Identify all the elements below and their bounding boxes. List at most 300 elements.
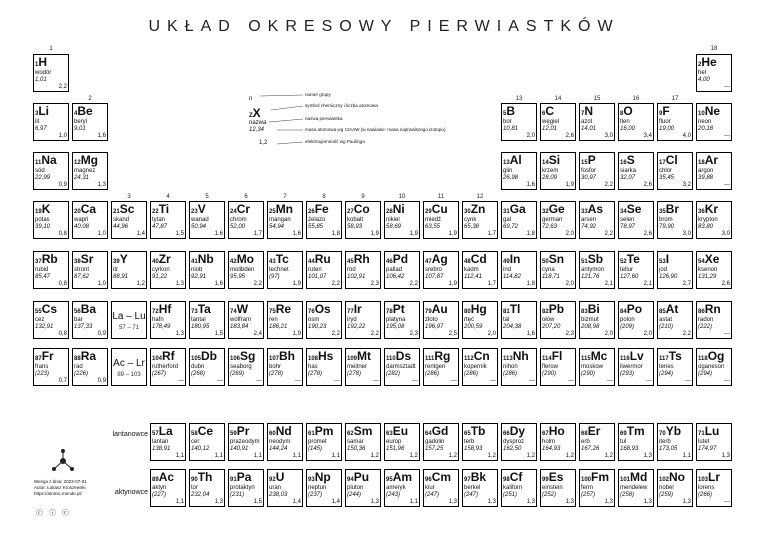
element-name: tenes xyxy=(659,364,674,370)
element-symbol: Pu xyxy=(353,470,370,484)
element-name: darmsztadt xyxy=(386,364,416,370)
atomic-number: 22 xyxy=(152,209,159,215)
element-symbol: Kr xyxy=(704,202,719,216)
element-cell-bh xyxy=(267,348,303,386)
electronegativity: 2,0 xyxy=(565,231,574,237)
electronegativity: 3,2 xyxy=(682,182,691,188)
element-name: selen xyxy=(620,217,635,223)
atomic-number: 114 xyxy=(542,356,552,362)
atomic-mass: 9,01 xyxy=(74,126,86,132)
element-name: nihon xyxy=(503,364,518,370)
element-symbol-line xyxy=(230,303,248,318)
atomic-number: 53 xyxy=(659,259,666,265)
element-name: brom xyxy=(659,217,673,223)
element-cell-ag xyxy=(423,251,459,289)
electronegativity: 2,6 xyxy=(565,133,574,139)
element-symbol-line xyxy=(425,425,448,440)
atomic-mass: 6,97 xyxy=(35,126,47,132)
element-symbol: No xyxy=(669,470,686,484)
electronegativity: 2,0 xyxy=(604,331,613,337)
element-cell-ga xyxy=(501,201,537,239)
group-number: 14 xyxy=(554,96,562,102)
element-symbol-line xyxy=(347,253,370,268)
element-name: ameryk xyxy=(386,485,406,491)
atomic-mass: (257) xyxy=(581,492,596,498)
element-name: liwermor xyxy=(620,364,643,370)
element-symbol-line xyxy=(308,203,329,218)
element-symbol: Dy xyxy=(509,424,526,438)
element-symbol-line xyxy=(659,471,685,486)
legend-name: nazwa xyxy=(249,120,267,126)
atomic-number: 13 xyxy=(503,160,510,166)
electronegativity: 1,5 xyxy=(214,331,223,337)
element-name: dysproz xyxy=(503,439,525,445)
atomic-mass: 164,93 xyxy=(542,446,561,452)
atomic-number: 56 xyxy=(74,309,81,315)
element-symbol: W xyxy=(236,302,249,316)
element-name: rod xyxy=(347,267,356,273)
element-symbol-line xyxy=(542,253,564,268)
electronegativity: 2,5 xyxy=(448,331,457,337)
element-symbol-line xyxy=(425,471,451,486)
molecule-logo xyxy=(50,448,76,474)
element-symbol: Po xyxy=(626,302,643,316)
element-symbol-line xyxy=(35,56,47,71)
element-name: krzem xyxy=(542,168,559,174)
element-symbol-line xyxy=(659,105,670,120)
element-symbol-line xyxy=(425,253,448,268)
element-symbol-line xyxy=(581,471,609,486)
electronegativity: 1,1 xyxy=(682,453,691,459)
atomic-mass: 132,91 xyxy=(35,324,54,330)
element-symbol-line xyxy=(152,253,171,268)
group-number: 17 xyxy=(671,96,679,102)
electronegativity: 1,1 xyxy=(253,453,262,459)
electronegativity: 1,2 xyxy=(487,453,496,459)
atomic-mass: (226) xyxy=(74,371,89,377)
electronegativity: 3,4 xyxy=(643,133,652,139)
electronegativity: 1,4 xyxy=(331,499,340,505)
electronegativity: 1,9 xyxy=(409,231,418,237)
element-name: astat xyxy=(659,317,673,323)
element-cell-ca xyxy=(72,201,108,239)
element-symbol: Pb xyxy=(548,302,565,316)
element-name: fosfor xyxy=(581,168,597,174)
element-symbol: Br xyxy=(665,202,680,216)
element-name: ind xyxy=(503,267,512,273)
element-symbol-line xyxy=(581,425,600,440)
element-symbol: U xyxy=(275,470,285,484)
element-symbol-line xyxy=(581,303,600,318)
element-cell-cu xyxy=(423,201,459,239)
element-cell-np xyxy=(306,469,342,507)
atomic-mass: 208,98 xyxy=(581,324,600,330)
atomic-mass: 174,97 xyxy=(698,446,717,452)
atomic-number: 100 xyxy=(581,477,592,483)
atomic-number: 110 xyxy=(386,356,396,362)
element-symbol: Tm xyxy=(626,424,645,438)
element-symbol-line xyxy=(503,350,529,365)
element-name: antymon xyxy=(581,267,605,273)
element-name: cer xyxy=(191,439,200,445)
electronegativity: --- xyxy=(685,378,691,384)
legend-arrow xyxy=(277,142,303,144)
element-name: tantal xyxy=(191,317,206,323)
element-name: ksenon xyxy=(698,267,718,273)
electronegativity: 1,1 xyxy=(214,453,223,459)
atomic-number: 38 xyxy=(74,259,81,265)
element-name: moskow xyxy=(581,364,604,370)
legend-note: elektroujemność wg Paulinga xyxy=(305,139,365,144)
element-symbol-line xyxy=(269,425,292,440)
atomic-mass: (286) xyxy=(503,371,518,377)
atomic-number: 94 xyxy=(347,477,354,483)
atomic-mass: 79,90 xyxy=(659,224,675,230)
group-number: 11 xyxy=(437,194,445,200)
atomic-number: 92 xyxy=(269,477,276,483)
element-symbol-line xyxy=(659,253,669,268)
element-symbol-line xyxy=(230,203,250,218)
electronegativity: 2,4 xyxy=(253,331,262,337)
element-cell-tm xyxy=(618,423,654,461)
element-symbol: Mg xyxy=(80,153,99,167)
page-title: UKŁAD OKRESOWY PIERWIASTKÓW xyxy=(148,18,620,35)
element-symbol: Ho xyxy=(548,424,565,438)
element-name: cyna xyxy=(542,267,555,273)
element-symbol: Xe xyxy=(704,252,720,266)
atomic-mass: 186,21 xyxy=(269,324,288,330)
atomic-mass: (227) xyxy=(152,492,167,498)
element-symbol: B xyxy=(506,104,516,118)
element-symbol-line xyxy=(74,253,93,268)
element-name: beryl xyxy=(74,119,88,125)
element-name: tor xyxy=(191,485,199,491)
atomic-number: 46 xyxy=(386,259,393,265)
electronegativity: 2,2 xyxy=(331,281,340,287)
atomic-number: 98 xyxy=(503,477,510,483)
atomic-mass: (267) xyxy=(152,371,167,377)
electronegativity: 1,5 xyxy=(175,231,184,237)
element-cell-es xyxy=(540,469,576,507)
atomic-number: 57 xyxy=(152,431,159,437)
atomic-mass: (247) xyxy=(425,492,440,498)
element-symbol-line xyxy=(620,350,644,365)
atomic-mass: 112,41 xyxy=(464,274,482,280)
element-name: bohr xyxy=(269,364,282,370)
element-cell-mn xyxy=(267,201,303,239)
atomic-mass: 35,45 xyxy=(659,175,675,181)
element-cell-rn xyxy=(696,301,732,339)
element-symbol: Ti xyxy=(158,202,170,216)
element-symbol: Cl xyxy=(665,153,678,167)
element-name: kadm xyxy=(464,267,479,273)
element-name: cynk xyxy=(464,217,477,223)
element-symbol: P xyxy=(587,153,596,167)
element-symbol: Lv xyxy=(629,349,644,363)
atomic-number: 3 xyxy=(35,111,39,117)
element-cell-tc xyxy=(267,251,303,289)
element-cell-ba xyxy=(72,301,108,339)
element-symbol: Ar xyxy=(704,153,719,167)
atomic-number: 95 xyxy=(386,477,393,483)
element-symbol-line xyxy=(425,303,448,318)
atomic-number: 28 xyxy=(386,209,393,215)
electronegativity: 1,7 xyxy=(253,231,262,237)
element-cell-rh xyxy=(345,251,381,289)
element-name: jod xyxy=(659,267,668,273)
element-symbol: Sn xyxy=(548,252,565,266)
atomic-mass: 127,60 xyxy=(620,274,639,280)
electronegativity: 1,9 xyxy=(448,231,457,237)
element-cell-po xyxy=(618,301,654,339)
element-name: uran xyxy=(269,485,282,491)
atomic-mass: 26,98 xyxy=(503,175,519,181)
element-name: mangan xyxy=(269,217,291,223)
element-cell-er xyxy=(579,423,615,461)
element-symbol: Li xyxy=(38,104,50,118)
electronegativity: 1,4 xyxy=(292,499,301,505)
element-cell-al xyxy=(501,152,537,190)
atomic-number: 115 xyxy=(581,356,591,362)
element-cell-ta xyxy=(189,301,225,339)
group-number: 7 xyxy=(283,194,287,200)
element-name: osm xyxy=(308,317,320,323)
element-symbol-line xyxy=(308,425,333,440)
element-symbol: I xyxy=(665,252,670,266)
atomic-number: 66 xyxy=(503,431,510,437)
atomic-mass: 167,26 xyxy=(581,446,600,452)
atomic-mass: (251) xyxy=(503,492,518,498)
element-cell-ce xyxy=(189,423,225,461)
electronegativity: 2,7 xyxy=(682,281,691,287)
element-cell-lu xyxy=(696,423,732,461)
group-number: 3 xyxy=(127,194,131,200)
electronegativity: --- xyxy=(607,378,613,384)
element-symbol: Bk xyxy=(470,470,487,484)
element-symbol: Ir xyxy=(353,302,362,316)
atomic-mass: (259) xyxy=(659,492,674,498)
element-symbol-line xyxy=(269,303,291,318)
atomic-number: 44 xyxy=(308,259,315,265)
atomic-mass: (252) xyxy=(542,492,557,498)
element-name: kaliforn xyxy=(503,485,523,491)
element-symbol: Db xyxy=(201,349,218,363)
element-symbol-line xyxy=(347,471,369,486)
element-cell-tl xyxy=(501,301,537,339)
element-name: kiur xyxy=(425,485,435,491)
element-symbol: Ga xyxy=(509,202,526,216)
element-name: magnez xyxy=(74,168,96,174)
electronegativity: 2,2 xyxy=(409,281,418,287)
atomic-mass: 12,01 xyxy=(542,126,558,132)
atomic-number: 89 xyxy=(152,477,159,483)
element-name: mendelew xyxy=(620,485,648,491)
atomic-number: 39 xyxy=(113,259,120,265)
atomic-mass: (286) xyxy=(464,371,479,377)
element-symbol-line xyxy=(542,303,564,318)
element-symbol-line xyxy=(620,105,633,120)
element-symbol: Fm xyxy=(591,470,610,484)
element-symbol-line xyxy=(308,303,331,318)
atomic-mass: 196,97 xyxy=(425,324,444,330)
element-symbol-line xyxy=(503,425,525,440)
element-cell-ne xyxy=(696,103,732,141)
element-cell-p xyxy=(579,152,615,190)
lanthanides-label: lantanowce xyxy=(112,431,148,438)
element-name: aktyn xyxy=(152,485,167,491)
element-symbol: Hs xyxy=(318,349,334,363)
element-symbol: Md xyxy=(630,470,648,484)
element-symbol: Se xyxy=(626,202,642,216)
electronegativity: 2,0 xyxy=(487,331,496,337)
element-cell-pb xyxy=(540,301,576,339)
atomic-number: 18 xyxy=(698,160,705,166)
electronegativity: 0,8 xyxy=(58,231,67,237)
element-cell-cl xyxy=(657,152,693,190)
element-name: platyna xyxy=(386,317,406,323)
element-symbol-line xyxy=(308,471,331,486)
atomic-mass: 4,00 xyxy=(698,77,710,83)
element-symbol: Pr xyxy=(236,424,250,438)
atomic-mass: (209) xyxy=(620,324,635,330)
atomic-number: 62 xyxy=(347,431,354,437)
element-symbol: Rb xyxy=(41,252,58,266)
atomic-number: 45 xyxy=(347,259,354,265)
element-symbol: Yb xyxy=(665,424,682,438)
element-symbol-line xyxy=(74,203,96,218)
element-cell-li xyxy=(33,103,69,141)
element-symbol: Ni xyxy=(392,202,405,216)
group-number: 2 xyxy=(88,96,92,102)
element-symbol-line xyxy=(698,303,721,318)
electronegativity: --- xyxy=(646,378,652,384)
atomic-mass: 28,09 xyxy=(542,175,558,181)
electronegativity: 1,3 xyxy=(682,499,691,505)
element-cell-bi xyxy=(579,301,615,339)
atomic-number: 59 xyxy=(230,431,237,437)
group-number: 12 xyxy=(476,194,484,200)
atomic-mass: 140,91 xyxy=(230,446,249,452)
element-name: polon xyxy=(620,317,635,323)
element-cell-th xyxy=(189,469,225,507)
atomic-number: 91 xyxy=(230,477,237,483)
element-name: iryd xyxy=(347,317,357,323)
electronegativity: --- xyxy=(373,378,379,384)
electronegativity: 1,2 xyxy=(448,453,457,459)
atomic-number: 23 xyxy=(191,209,198,215)
element-cell-f xyxy=(657,103,693,141)
atomic-number: 96 xyxy=(425,477,432,483)
element-symbol: Cn xyxy=(473,349,490,363)
atomic-number: 31 xyxy=(503,209,510,215)
electronegativity: --- xyxy=(412,378,418,384)
element-name: lantan xyxy=(152,439,169,445)
license-icons: ⓒ ⓘ ⓒ xyxy=(36,510,71,517)
element-cell-ti xyxy=(150,201,186,239)
atomic-number: 78 xyxy=(386,309,393,315)
element-symbol: Hg xyxy=(470,302,487,316)
atomic-number: 30 xyxy=(464,209,471,215)
atomic-number: 12 xyxy=(74,160,81,166)
electronegativity: 2,2 xyxy=(370,331,379,337)
element-name: arsen xyxy=(581,217,597,223)
electronegativity: 2,2 xyxy=(682,331,691,337)
element-symbol-line xyxy=(191,471,212,486)
element-symbol-line xyxy=(152,425,173,440)
element-cell-ds xyxy=(384,348,420,386)
element-symbol: Pa xyxy=(236,470,252,484)
element-name: węgiel xyxy=(542,119,560,125)
atomic-mass: 85,47 xyxy=(35,274,51,280)
element-name: ruten xyxy=(308,267,322,273)
electronegativity: --- xyxy=(724,182,730,188)
element-symbol: Al xyxy=(509,153,522,167)
electronegativity: --- xyxy=(256,378,262,384)
element-cell-og xyxy=(696,348,732,386)
atomic-number: 51 xyxy=(581,259,588,265)
element-cell-zn xyxy=(462,201,498,239)
element-symbol: Pt xyxy=(392,302,405,316)
element-name: nobel xyxy=(659,485,674,491)
electronegativity: --- xyxy=(334,378,340,384)
element-symbol: Tc xyxy=(275,252,289,266)
element-symbol: He xyxy=(701,55,717,69)
element-symbol: Rg xyxy=(434,349,451,363)
element-symbol-line xyxy=(503,154,522,169)
electronegativity: 1,6 xyxy=(292,231,301,237)
element-symbol: Rh xyxy=(353,252,370,266)
element-symbol-line xyxy=(191,203,206,218)
element-cell-fm xyxy=(579,469,615,507)
legend-mass: 12,34 xyxy=(249,127,265,133)
element-symbol-line xyxy=(698,154,718,169)
element-symbol: Co xyxy=(353,202,370,216)
element-cell-cr xyxy=(228,201,264,239)
element-cell-pr xyxy=(228,423,264,461)
atomic-number: 15 xyxy=(581,160,588,166)
element-name: gal xyxy=(503,217,512,223)
element-symbol: Am xyxy=(392,470,413,484)
atomic-number: 36 xyxy=(698,209,705,215)
element-symbol: Mt xyxy=(357,349,372,363)
legend-note: nazwa pierwiastka xyxy=(305,116,343,121)
element-symbol-line xyxy=(35,154,57,169)
electronegativity: 1,5 xyxy=(253,499,262,505)
atomic-number: 47 xyxy=(425,259,432,265)
element-symbol: Mn xyxy=(275,202,294,216)
electronegativity: 1,0 xyxy=(97,231,106,237)
source-url[interactable]: https://atomic.mende.pl/ xyxy=(34,491,82,496)
element-symbol-line xyxy=(581,105,593,120)
element-cell-no xyxy=(657,469,693,507)
atomic-mass: (243) xyxy=(386,492,401,498)
electronegativity: --- xyxy=(490,378,496,384)
element-cell-as xyxy=(579,201,615,239)
element-cell-la xyxy=(150,423,186,461)
element-cell-pt xyxy=(384,301,420,339)
element-symbol: O xyxy=(623,104,633,118)
atomic-number: 85 xyxy=(659,309,666,315)
element-cell-mc xyxy=(579,348,615,386)
element-name: terb xyxy=(464,439,475,445)
atomic-number: 86 xyxy=(698,309,705,315)
atomic-mass: (290) xyxy=(542,371,557,377)
element-symbol-line xyxy=(308,350,333,365)
atomic-mass: 178,49 xyxy=(152,324,171,330)
element-symbol: Ge xyxy=(548,202,565,216)
element-symbol-line xyxy=(464,350,490,365)
atomic-number: 19 xyxy=(35,209,42,215)
